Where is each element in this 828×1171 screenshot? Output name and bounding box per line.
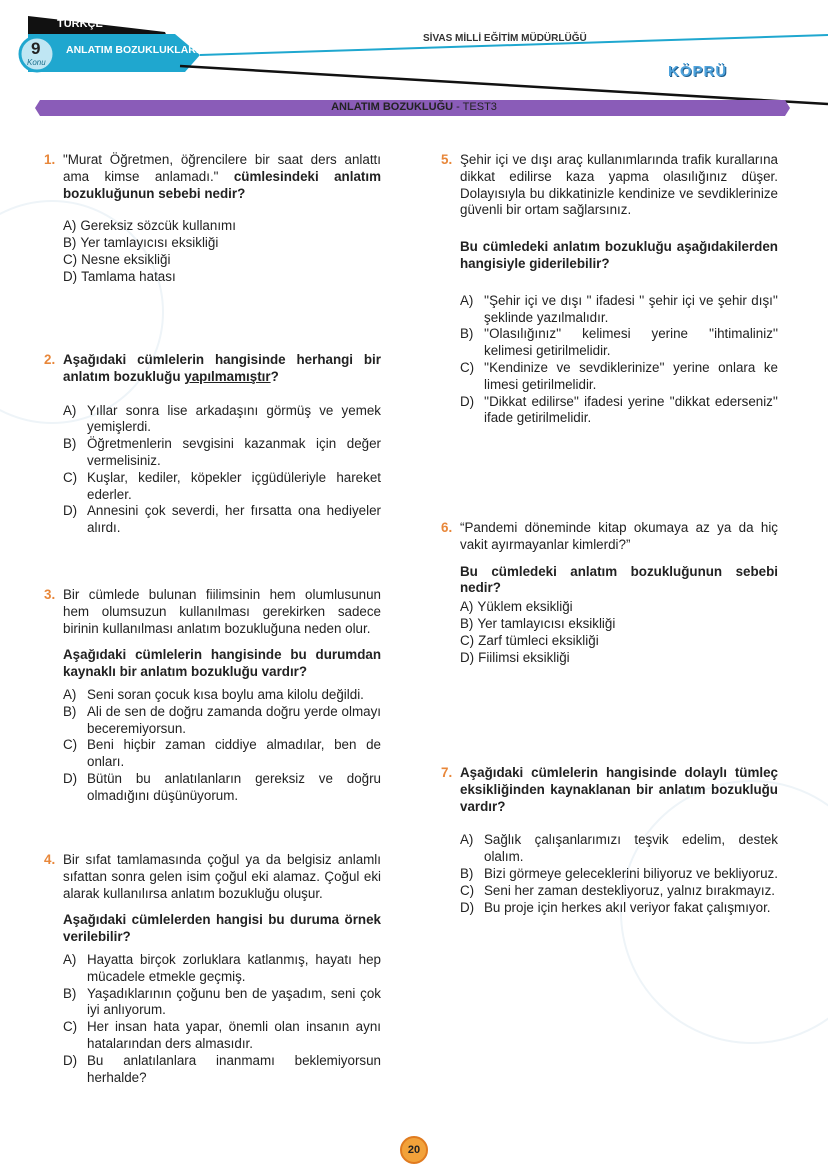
option-a[interactable] [460, 293, 778, 327]
option-text: Yıllar sonra lise arkadaşını görmüş ve yemek yemişlerdi. [87, 402, 381, 435]
option-letter: B) [63, 436, 77, 452]
question-stem: Bir cümlede bulunan fiilimsinin hem olumlusunun hem olumsuzun kullanılması gerekirken sadece birinin kullanılması anlatım bozukluğuna neden olur. [63, 587, 381, 636]
option-text: Gereksiz sözcük kullanımı [80, 218, 236, 234]
question-prompt: Bu cümledeki anlatım bozukluğu aşağıdakilerden hangisiyle giderilebilir? [460, 239, 778, 271]
option-text: Bütün bu anlatılanların gereksiz ve doğru olmadığını düşünüyorum. [87, 770, 381, 803]
option-b[interactable] [63, 704, 381, 738]
option-letter: B) [63, 235, 77, 251]
option-text: Seni soran çocuk kısa boylu ama kilolu değildi. [87, 686, 364, 702]
option-b[interactable] [460, 326, 778, 360]
option-a[interactable] [63, 952, 381, 986]
option-c[interactable] [63, 252, 381, 269]
option-b[interactable] [460, 866, 778, 883]
option-text: Yaşadıklarının çoğunu ben de yaşadım, seni çok iyi anlıyorum. [87, 985, 381, 1018]
option-letter: B) [460, 326, 474, 342]
option-c[interactable] [63, 1019, 381, 1053]
option-b[interactable] [63, 235, 381, 252]
option-text: Yer tamlayıcısı eksikliği [80, 235, 219, 251]
option-text: Nesne eksikliği [81, 251, 171, 267]
option-letter: A) [460, 292, 474, 308]
option-letter: A) [63, 402, 77, 418]
prompt-text: Aşağıdaki cümlelerin hangisinde herhangi bir anlatım bozukluğu [63, 352, 381, 384]
question-3 [44, 587, 381, 805]
option-letter: B) [63, 703, 77, 719]
option-text: Bizi görmeye geleceklerini biliyoruz ve bekliyoruz. [484, 865, 778, 881]
question-number: 4. [44, 852, 56, 867]
option-letter: A) [63, 218, 77, 234]
prompt-underlined: yapılmamıştır [184, 368, 271, 384]
option-letter: D) [460, 899, 475, 915]
option-letter: D) [460, 649, 475, 665]
topic-title: ANLATIM BOZUKLUKLARI [66, 44, 199, 56]
question-number: 6. [441, 520, 453, 535]
option-b[interactable] [63, 986, 381, 1020]
option-c[interactable] [460, 360, 778, 394]
option-a[interactable] [63, 218, 381, 235]
option-letter: C) [63, 737, 78, 753]
option-d[interactable] [460, 650, 778, 667]
option-text: Hayatta birçok zorluklara katlanmış, hayatı hep mücadele etmekle geçmiş. [87, 951, 381, 984]
option-text: ''Dikkat edilirse'' ifadesi yerine ''dikkat ederseniz'' ifade getirilmelidir. [484, 393, 778, 426]
question-4 [44, 852, 381, 1086]
option-d[interactable] [460, 900, 778, 917]
option-d[interactable] [63, 503, 381, 537]
option-text: Beni hiçbir zaman ciddiye almadılar, ben de onları. [87, 737, 381, 770]
option-letter: D) [63, 1052, 78, 1068]
option-letter: B) [63, 985, 77, 1001]
option-letter: A) [63, 951, 77, 967]
option-c[interactable] [63, 470, 381, 504]
option-letter: C) [63, 1019, 78, 1035]
option-text: ''Şehir içi ve dışı '' ifadesi '' şehir içi ve şehir dışı'' şeklinde yazılmalıdır. [484, 292, 778, 325]
question-prompt: Aşağıdaki cümlelerin hangisinde bu durumdan kaynaklı bir anlatım bozukluğu vardır? [63, 647, 381, 680]
question-2 [44, 352, 381, 537]
option-text: Fiilimsi eksikliği [478, 649, 570, 665]
option-text: Seni her zaman destekliyoruz, yalnız bırakmayız. [484, 882, 775, 898]
question-1 [44, 152, 381, 286]
option-d[interactable] [460, 394, 778, 428]
subject-label: TÜRKÇE [57, 18, 103, 30]
banner-separator: - [453, 101, 463, 113]
option-text: Bu anlatılanlara inanmamı beklemiyorsun herhalde? [87, 1052, 381, 1085]
question-7 [441, 765, 778, 916]
option-d[interactable] [63, 1053, 381, 1087]
option-letter: B) [460, 865, 474, 881]
option-letter: C) [460, 632, 475, 648]
option-text: Ali de sen de doğru zamanda doğru yerde olmayı beceremiyorsun. [87, 703, 381, 736]
option-letter: C) [460, 882, 475, 898]
option-a[interactable] [63, 687, 381, 704]
option-text: Bu proje için herkes akıl veriyor fakat çalışmıyor. [484, 899, 771, 915]
topic-number: 9 [31, 39, 41, 58]
option-a[interactable] [460, 599, 778, 616]
question-number: 1. [44, 152, 56, 167]
option-text: Her insan hata yapar, önemli olan insanın aynı hatalarından ders almasıdır. [87, 1019, 381, 1051]
prompt-end: ? [270, 368, 279, 384]
question-prompt: Aşağıdaki cümlelerin hangisinde dolaylı tümleç eksikliğinden kaynaklanan bir anlatım bozukluğu vardır? [460, 765, 778, 814]
option-a[interactable] [460, 832, 778, 866]
option-letter: A) [460, 599, 474, 615]
question-number: 2. [44, 352, 56, 367]
option-text: ''Kendinize ve sevdiklerinize'' yerine onlara ke limesi getirilmelidir. [484, 359, 778, 392]
question-stem: Şehir içi ve dışı araç kullanımlarında trafik kurallarına dikkat edilirse kaza yapma olasılığınız düşer. Dolayısıyla bu dikkatinizle kendinize ve sevdiklerinize güvenli bir ortam sağlarsınız. [460, 152, 778, 218]
option-letter: B) [460, 615, 474, 631]
page-number: 20 [400, 1136, 428, 1164]
option-text: Zarf tümleci eksikliği [478, 632, 599, 648]
banner-title: ANLATIM BOZUKLUĞU [331, 101, 454, 113]
option-letter: C) [63, 251, 78, 267]
option-letter: A) [460, 832, 474, 848]
question-5 [441, 152, 778, 427]
option-c[interactable] [460, 883, 778, 900]
question-prompt: Aşağıdaki cümlelerden hangisi bu duruma örnek verilebilir? [63, 912, 381, 945]
option-text: Kuşlar, kediler, köpekler içgüdüleriyle hareket ederler. [87, 469, 381, 502]
question-number: 7. [441, 765, 453, 780]
option-c[interactable] [63, 737, 381, 771]
option-letter: D) [63, 770, 78, 786]
option-d[interactable] [63, 269, 381, 286]
kopru-logo: KÖPRÜ [668, 63, 728, 80]
question-prompt: Bu cümledeki anlatım bozukluğunun sebebi nedir? [460, 563, 778, 596]
option-b[interactable] [63, 436, 381, 470]
question-stem: Bir sıfat tamlamasında çoğul ya da belgisiz anlamlı sıfattan sonra gelen isim çoğul eki alamaz. Çoğul eki alarak kullanılırsa anlatım bozukluğu oluşur. [63, 852, 381, 901]
question-stem: “Pandemi döneminde kitap okumaya az ya da hiç vakit ayırmayanlar kimlerdi?” [460, 520, 778, 552]
option-letter: D) [460, 393, 475, 409]
option-text: Annesini çok severdi, her fırsatta ona hediyeler alırdı. [87, 503, 381, 536]
option-text: Sağlık çalışanlarımızı teşvik edelim, destek olalım. [484, 832, 778, 865]
option-b[interactable] [460, 616, 778, 633]
option-letter: C) [460, 359, 475, 375]
option-letter: D) [63, 503, 78, 519]
question-number: 5. [441, 152, 453, 167]
question-6 [441, 520, 778, 666]
option-letter: D) [63, 268, 78, 284]
question-prompt: cümlesindeki anlatım bozukluğunun sebebi nedir? [63, 168, 381, 201]
option-c[interactable] [460, 633, 778, 650]
question-number: 3. [44, 587, 56, 602]
institution-name: SİVAS MİLLİ EĞİTİM MÜDÜRLÜĞÜ [423, 33, 587, 44]
option-a[interactable] [63, 403, 381, 437]
option-text: Yüklem eksikliği [477, 599, 573, 615]
option-text: Tamlama hatası [81, 268, 176, 284]
question-prompt [63, 352, 381, 386]
option-letter: A) [63, 686, 77, 702]
option-letter: C) [63, 469, 78, 485]
question-stem: "Murat Öğretmen, öğrencilere bir saat ders anlattı ama kimse anlamadı." [63, 152, 381, 184]
topic-word: Konu [27, 58, 46, 67]
option-text: Öğretmenlerin sevgisini kazanmak için değer vermelisiniz. [87, 436, 381, 468]
option-d[interactable] [63, 771, 381, 805]
banner-test: TEST3 [462, 101, 497, 113]
option-text: Yer tamlayıcısı eksikliği [477, 615, 616, 631]
test-banner [0, 101, 828, 113]
option-text: ''Olasılığınız'' kelimesi yerine ''ihtimaliniz'' kelimesi getirilmelidir. [484, 326, 778, 359]
